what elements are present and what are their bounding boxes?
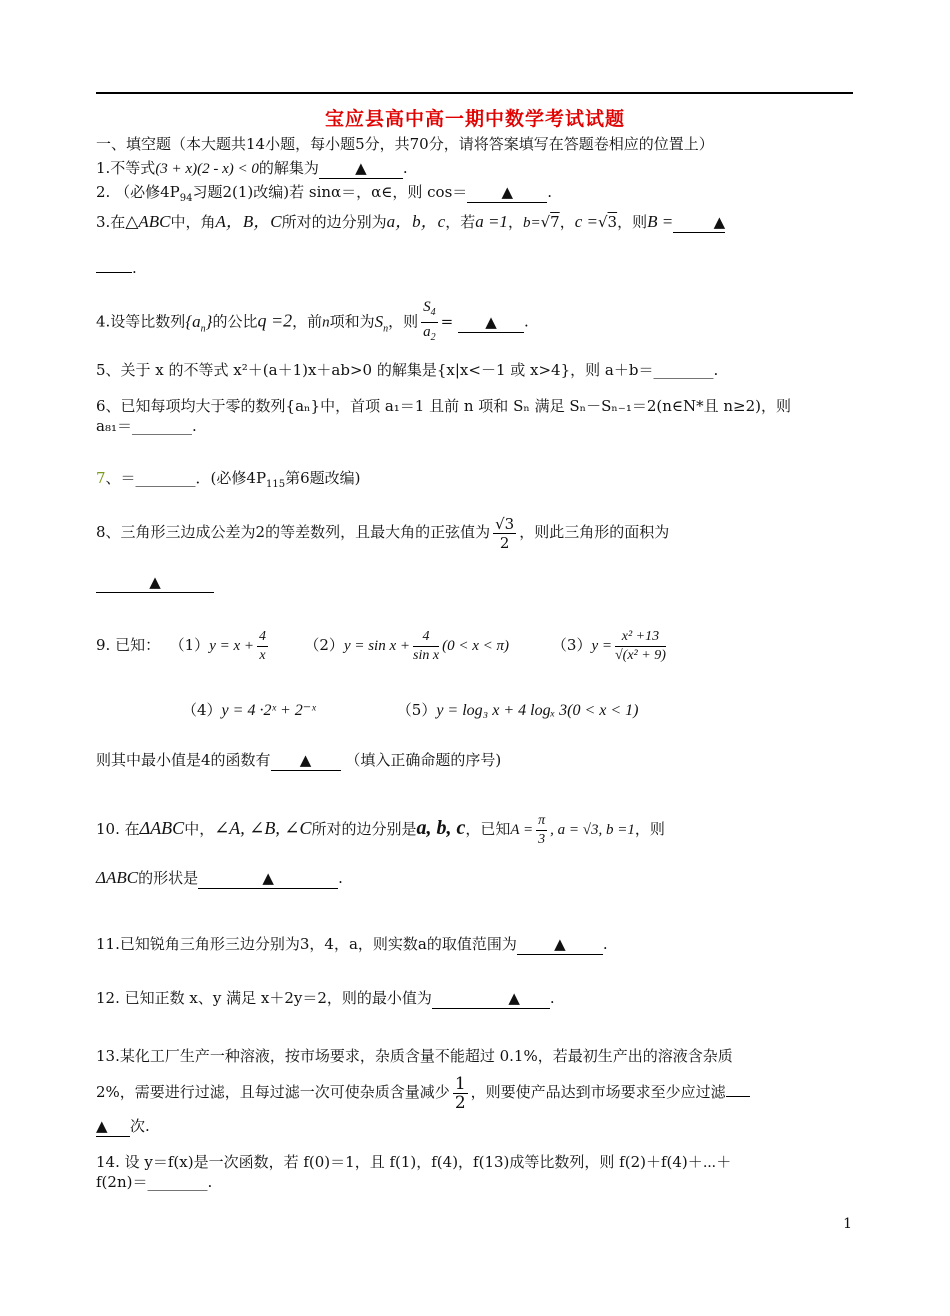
question-3: 3.在△ABC中，角A，B，C所对的边分别为a，b，c，若a =1，b=√7，c =√3，则B = ▲ xyxy=(96,212,726,231)
page-number: 1 xyxy=(843,1216,852,1232)
question-10: 10. 在ΔABC中，∠A, ∠B, ∠C所对的边分别是a, b, c，已知A = $\frac{\pi}{3}$ , a = √3, b =1，则 xyxy=(96,812,665,847)
answer-triangle: ▲ xyxy=(96,1117,108,1135)
answer-triangle: ▲ xyxy=(554,935,566,953)
question-13-end: ▲ 次. xyxy=(96,1117,150,1135)
answer-triangle: ▲ xyxy=(501,183,514,201)
question-9: 9. 已知： （1）y = x + $\frac{4}{x}$ （2）y = sin x + $\frac{4}{\text{sin x}}$ (0 < x < π) （3）y = $\frac{\text{x² +13}}{\text{√(x² + 9)}}$ xyxy=(96,628,666,663)
question-8: 8、三角形三边成公差为2的等差数列，且最大角的正弦值为 $\frac{√3}{2}$ ，则此三角形的面积为 xyxy=(96,514,670,552)
question-12: 12. 已知正数 x、y 满足 x＋2y＝2，则的最小值为 ▲ . xyxy=(96,989,555,1007)
answer-triangle: ▲ xyxy=(299,751,312,769)
page-title: 宝应县高中高一期中数学考试试题 xyxy=(324,108,625,130)
question-4: 4.设等比数列$\{a_n\}$的公比q =2，前n项和为$S_n$，则 $\frac{S_4}{a_2}$ = ▲ . xyxy=(96,299,529,343)
question-14: 14. 设 y＝f(x)是一次函数，若 f(0)＝1，且 f(1)，f(4)，f(13)成等比数列，则 f(2)＋f(4)＋⋯＋ xyxy=(96,1153,732,1171)
question-9-conclusion: 则其中最小值是4的函数有 ▲ （填入正确命题的序号) xyxy=(96,751,502,769)
answer-triangle: ▲ xyxy=(262,869,274,887)
question-13-cont: 2%，需要进行过滤，且每过滤一次可使杂质含量减少 $\frac{1}{2}$ ，则要使产品达到市场要求至少应过滤 xyxy=(96,1070,750,1114)
question-6: 6、已知每项均大于零的数列{aₙ}中，首项 a₁＝1 且前 n 项和 Sₙ 满足 Sₙ－Sₙ₋₁＝2(n∈N*且 n≥2)，则 xyxy=(96,397,792,415)
question-3-cont: . xyxy=(96,258,137,278)
answer-triangle: ▲ xyxy=(713,213,726,231)
question-8-answer xyxy=(96,572,214,593)
question-13: 13.某化工厂生产一种溶液，按市场要求，杂质含量不能超过 0.1%，若最初生产出的溶液含杂质 xyxy=(96,1047,733,1065)
question-5: 5、关于 x 的不等式 x²＋(a＋1)x＋ab>0 的解集是{x|x<－1 或 x>4}，则 a＋b＝________. xyxy=(96,361,719,379)
answer-triangle: ▲ xyxy=(508,989,520,1007)
answer-triangle: ▲ xyxy=(485,312,497,331)
question-10-cont: ΔABC的形状是 ▲ . xyxy=(96,868,343,887)
question-11: 11.已知锐角三角形三边分别为3，4，a，则实数a的取值范围为 ▲ . xyxy=(96,935,608,953)
question-1: 1.不等式(3 + x)(2 - x) < 0的解集为 ▲ . xyxy=(96,159,408,177)
question-2: 2. （必修$4P_{94}$习题2(1)改编)若 sinα＝，α∈，则 cos＝ ▲ . xyxy=(96,183,553,204)
question-6-cont: a₈₁＝________. xyxy=(96,417,197,435)
question-7: 7、＝________．(必修$4P_{115}$第6题改编) xyxy=(96,469,361,490)
question-14-cont: f(2n)＝________. xyxy=(96,1173,213,1191)
answer-triangle: ▲ xyxy=(355,159,367,177)
section-heading: 一、填空题（本大题共14小题，每小题5分，共70分，请将答案填写在答题卷相应的位置上） xyxy=(96,135,714,153)
question-9-row2: （4）y = 4 ·2ˣ + 2⁻ˣ （5）y = log₃ x + 4 logₓ 3(0 < x < 1) xyxy=(182,701,639,719)
answer-triangle: ▲ xyxy=(149,573,161,591)
header-rule xyxy=(96,92,853,94)
